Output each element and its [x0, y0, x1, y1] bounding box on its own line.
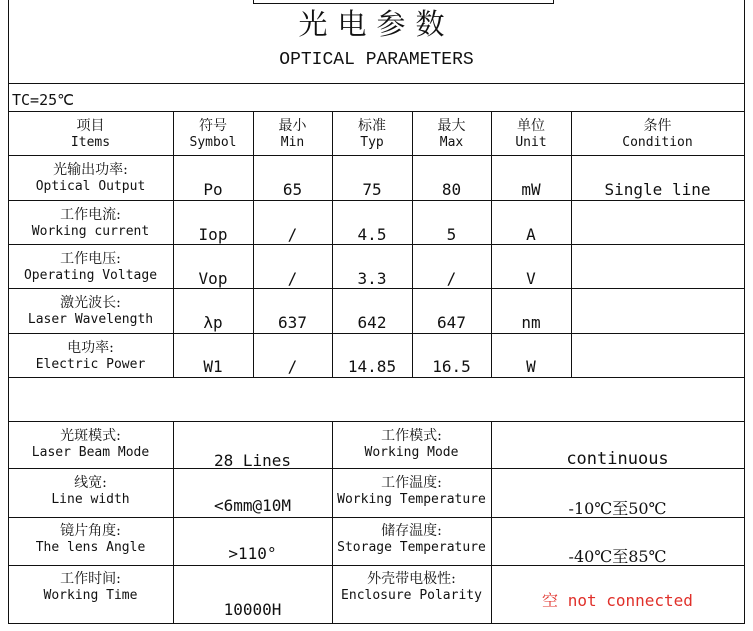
row-label-en: Laser Wavelength	[27, 312, 154, 327]
row-label-cn: 电功率:	[67, 340, 114, 356]
param-value: >110°	[228, 544, 277, 563]
header-symbol-en: Symbol	[189, 135, 237, 150]
header-condition	[571, 115, 744, 150]
param-label	[332, 520, 491, 555]
grid-line	[8, 623, 745, 624]
grid-line	[253, 111, 254, 377]
header-typ-en: Typ	[360, 135, 384, 150]
cell-symbol: Po	[203, 180, 223, 199]
cell-max: 16.5	[432, 357, 471, 376]
cell-typ: 14.85	[347, 357, 397, 376]
param-label-cn: 工作模式:	[381, 428, 442, 444]
title-cn: 光电参数	[298, 7, 455, 41]
cell-symbol: Vop	[198, 269, 228, 288]
header-min-en: Min	[280, 135, 305, 150]
param-label-cn: 线宽:	[74, 475, 107, 491]
param-value: -10℃至50℃	[568, 499, 667, 518]
param-label-en: Working Temperature	[337, 492, 486, 507]
cell-max: 80	[441, 180, 462, 199]
grid-line	[8, 111, 745, 112]
cell-unit: W	[526, 357, 536, 376]
cell-min: 637	[278, 313, 307, 332]
condition-note: TC=25℃	[12, 91, 74, 109]
param-value: -40℃至85℃	[568, 547, 667, 566]
grid-line	[571, 111, 572, 377]
header-unit-en: Unit	[515, 135, 547, 150]
param-value: continuous	[566, 449, 669, 469]
grid-line	[8, 83, 745, 84]
param-label	[332, 472, 491, 507]
param-label	[332, 568, 491, 603]
param-label	[8, 568, 173, 603]
cell-unit: nm	[521, 313, 541, 332]
header-symbol-cn: 符号	[199, 118, 227, 134]
cell-unit: V	[526, 269, 536, 288]
param-value: 10000H	[223, 600, 282, 619]
grid-line	[8, 377, 745, 378]
param-label-en: Enclosure Polarity	[341, 588, 482, 603]
header-items	[8, 115, 173, 150]
cell-unit: A	[526, 225, 536, 244]
header-condition-en: Condition	[622, 135, 693, 150]
grid-line	[8, 288, 745, 289]
grid-line	[332, 111, 333, 377]
param-value	[491, 588, 744, 611]
param-label	[332, 425, 491, 460]
param-label-cn: 工作时间:	[60, 571, 121, 587]
grid-line	[173, 111, 174, 377]
cell-typ: 3.3	[357, 269, 387, 288]
header-typ-cn: 标准	[358, 118, 386, 134]
grid-line	[8, 244, 745, 245]
param-label	[8, 472, 173, 507]
row-label-cn: 激光波长:	[60, 295, 121, 311]
row-label	[8, 248, 173, 283]
header-items-cn: 项目	[76, 118, 105, 134]
cell-condition: Single line	[604, 180, 711, 199]
cell-symbol: W1	[203, 357, 223, 376]
row-label	[8, 159, 173, 194]
param-label-cn: 光斑模式:	[60, 428, 121, 444]
param-label	[8, 425, 173, 460]
grid-line	[8, 155, 745, 156]
param-label-cn: 镜片角度:	[60, 523, 121, 539]
header-unit-cn: 单位	[517, 118, 545, 134]
header-min-cn: 最小	[278, 118, 307, 134]
param-label-en: Laser Beam Mode	[31, 445, 150, 460]
param-label-en: Working Time	[43, 588, 138, 603]
row-label	[8, 292, 173, 327]
row-label	[8, 337, 173, 372]
cell-typ: 642	[357, 313, 387, 332]
grid-line	[744, 0, 745, 624]
cell-typ: 4.5	[357, 225, 387, 244]
cell-min: 65	[282, 180, 303, 199]
cell-min: /	[287, 225, 298, 244]
header-unit	[491, 115, 571, 150]
grid-line	[491, 111, 492, 377]
param-label-cn: 外壳带电极性:	[367, 571, 456, 587]
row-label-en: Working current	[31, 224, 150, 239]
param-label-cn: 工作温度:	[381, 475, 442, 491]
header-symbol	[173, 115, 253, 150]
cell-typ: 75	[362, 180, 382, 199]
row-label-en: Optical Output	[35, 179, 146, 194]
header-items-en: Items	[70, 135, 111, 150]
cell-symbol: Iop	[198, 225, 228, 244]
param-label-en: Working Mode	[364, 445, 459, 460]
grid-line	[412, 111, 413, 377]
title-en: OPTICAL PARAMETERS	[279, 50, 474, 70]
cell-max: /	[446, 269, 457, 288]
grid-line	[8, 333, 745, 334]
row-label-en: Electric Power	[35, 357, 146, 372]
cell-max: 5	[446, 225, 457, 244]
param-label	[8, 520, 173, 555]
header-min	[253, 115, 332, 150]
param-value-cn: 空	[542, 591, 559, 610]
cell-min: /	[287, 269, 298, 288]
cell-symbol: λp	[203, 313, 223, 332]
cell-min: /	[287, 357, 298, 376]
row-label-cn: 工作电流:	[60, 207, 121, 223]
cell-unit: mW	[521, 180, 541, 199]
param-label-en: The lens Angle	[35, 540, 146, 555]
row-label-en: Operating Voltage	[23, 268, 158, 283]
row-label-cn: 工作电压:	[60, 251, 121, 267]
param-label-en: Storage Temperature	[337, 540, 486, 555]
row-label-cn: 光输出功率:	[53, 162, 128, 178]
param-value: <6mm@10M	[213, 496, 292, 515]
header-max	[412, 115, 491, 150]
grid-line	[8, 200, 745, 201]
header-max-en: Max	[439, 135, 464, 150]
grid-line	[8, 421, 745, 422]
param-label-cn: 储存温度:	[381, 523, 442, 539]
param-value: 28 Lines	[213, 451, 292, 470]
header-max-cn: 最大	[437, 118, 466, 134]
param-value-en: not connected	[567, 591, 693, 610]
row-label	[8, 204, 173, 239]
header-condition-cn: 条件	[643, 118, 672, 134]
param-label-en: Line width	[51, 492, 130, 507]
header-typ	[332, 115, 412, 150]
cell-max: 647	[437, 313, 466, 332]
